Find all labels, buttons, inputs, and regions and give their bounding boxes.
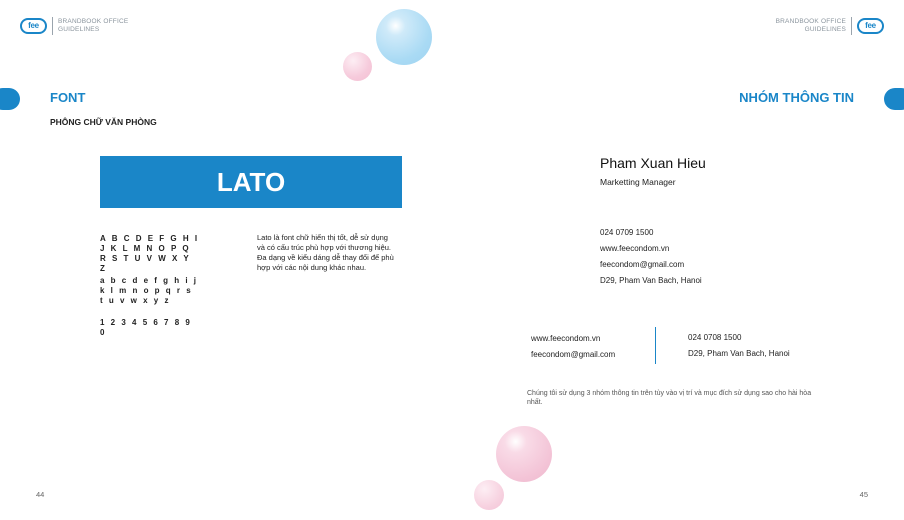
contact-name: Pham Xuan Hieu [600, 155, 706, 171]
brand-divider [851, 17, 852, 35]
brand-line-1: BRANDBOOK OFFICE [58, 18, 129, 25]
brand-line-2: GUIDELINES [58, 26, 100, 33]
contact-role: Marketting Manager [600, 177, 676, 187]
pink-bubble-decoration [474, 480, 504, 510]
page-number-right: 45 [859, 490, 868, 499]
contact-email: feecondom@gmail.com [600, 260, 685, 269]
pink-bubble-decoration [343, 52, 372, 81]
brand-caption [58, 18, 128, 34]
group2-phone: 024 0708 1500 [688, 333, 742, 342]
group2-address: D29, Pham Van Bach, Hanoi [688, 349, 790, 358]
group2-website: www.feecondom.vn [531, 334, 601, 343]
fee-logo: fee [857, 18, 884, 34]
font-name-banner: LATO [100, 156, 402, 208]
brand-line-2: GUIDELINES [804, 26, 846, 33]
contact-website: www.feecondom.vn [600, 244, 670, 253]
right-page [452, 0, 904, 520]
lowercase-alphabet: a b c d e f g h i j k l m n o p q r s t u v w x y z [100, 276, 199, 305]
brand-header-right [776, 17, 884, 35]
section-title-font: FONT [50, 90, 86, 105]
info-group-note: Chúng tôi sử dụng 3 nhóm thông tin trên tùy vào vị trí và mục đích sử dụng sao cho hài hòa nhất. [527, 390, 812, 406]
brand-line-1: BRANDBOOK OFFICE [775, 18, 846, 25]
contact-phone: 024 0709 1500 [600, 228, 654, 237]
blue-bubble-decoration [376, 9, 432, 65]
side-tab-right [884, 88, 904, 110]
uppercase-alphabet: A B C D E F G H I J K L M N O P Q R S T U V W X Y Z [100, 234, 200, 273]
digits-sample: 1 2 3 4 5 6 7 8 9 0 [100, 318, 192, 337]
brand-divider [52, 17, 53, 35]
section-title-info-group: NHÓM THÔNG TIN [739, 90, 854, 105]
brand-header-left [20, 17, 128, 35]
group2-divider [655, 327, 656, 364]
group2-email: feecondom@gmail.com [531, 350, 616, 359]
brand-caption [776, 18, 846, 34]
pink-bubble-decoration [496, 426, 552, 482]
fee-logo: fee [20, 18, 47, 34]
side-tab-left [0, 88, 20, 110]
page-number-left: 44 [36, 490, 45, 499]
contact-address: D29, Pham Van Bach, Hanoi [600, 276, 702, 285]
font-description: Lato là font chữ hiển thị tốt, dễ sử dụng và có cấu trúc phù hợp với thương hiệu. Đa dạng về kiểu dáng dễ thay đổi để phù hợp với các nội dung khác nhau. [257, 233, 394, 272]
subtitle-office-font: PHÔNG CHỮ VĂN PHÒNG [50, 117, 157, 127]
